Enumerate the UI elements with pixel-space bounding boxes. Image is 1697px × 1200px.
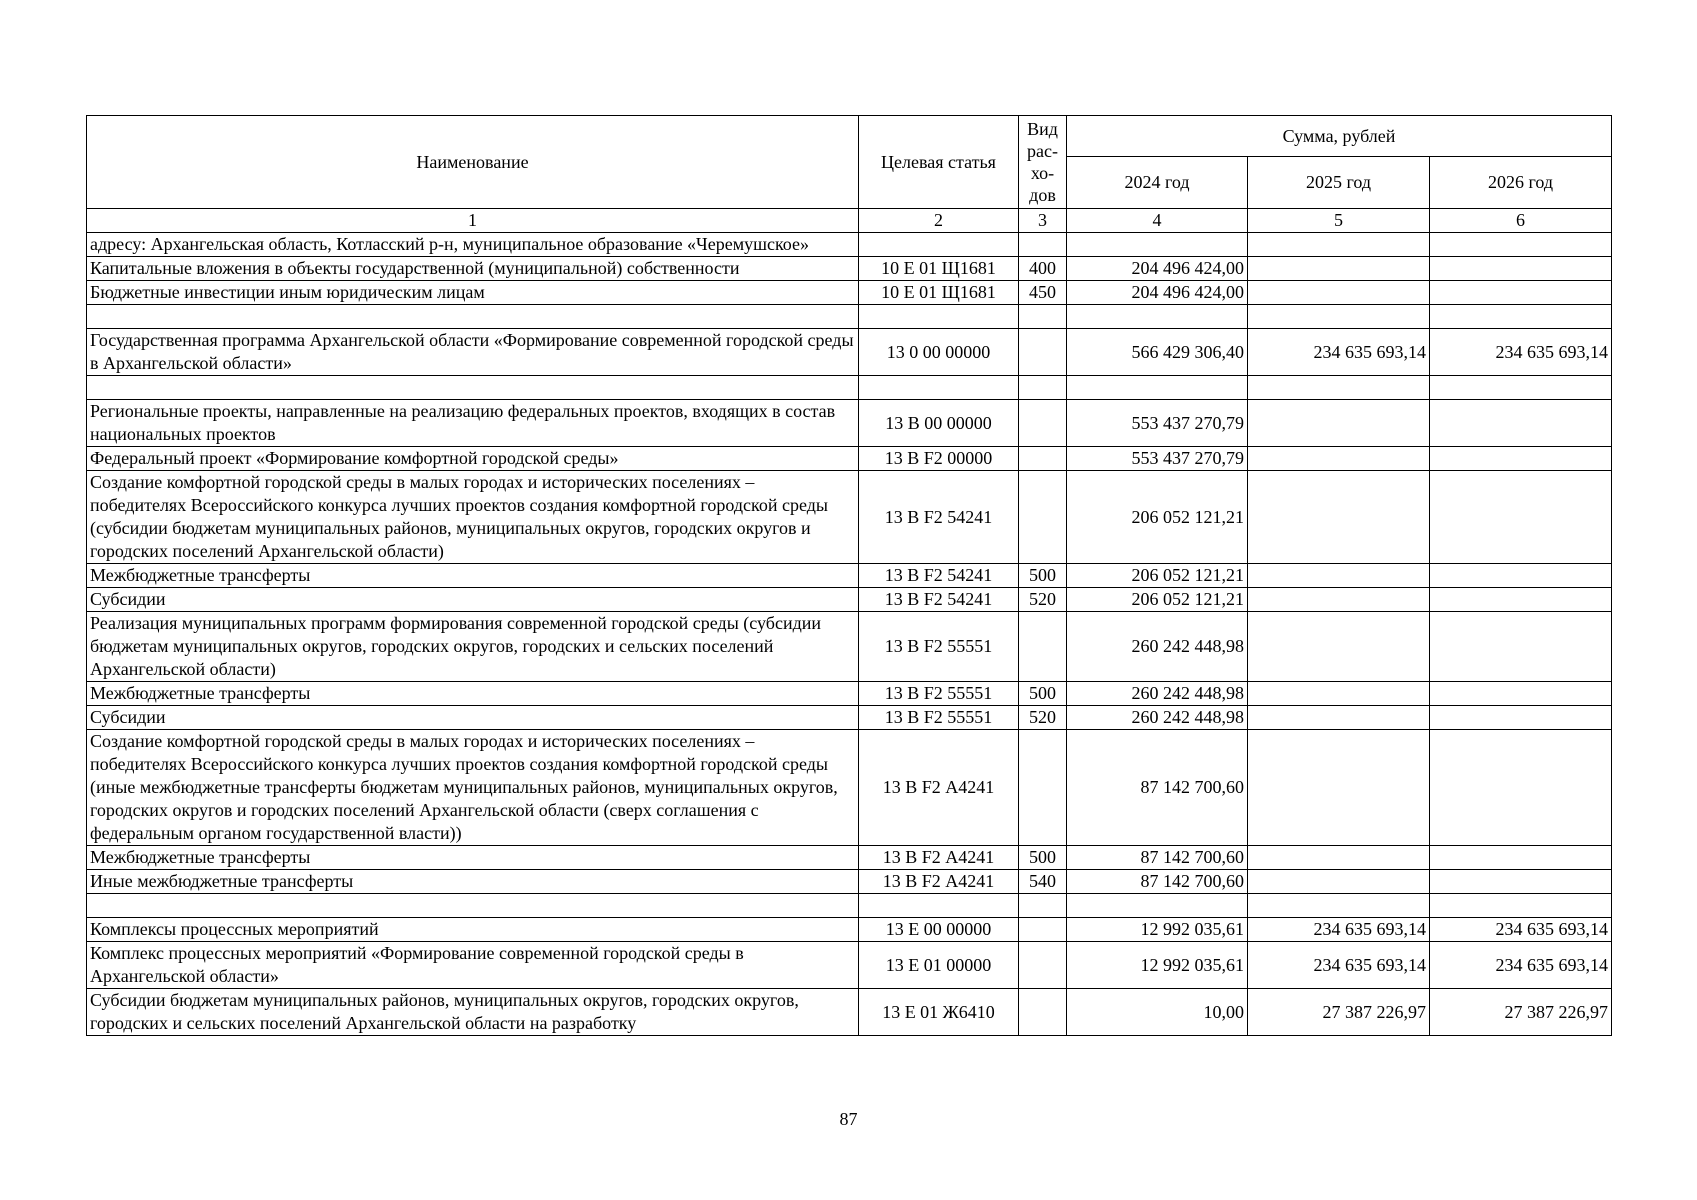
row-sum-2026 — [1430, 706, 1612, 730]
row-sum-2024: 204 496 424,00 — [1067, 257, 1248, 281]
row-sum-2026 — [1430, 894, 1612, 918]
table-row — [87, 257, 1612, 281]
table-row — [87, 942, 1612, 989]
row-name: Бюджетные инвестиции иным юридическим лицам — [87, 281, 859, 305]
table-row — [87, 894, 1612, 918]
row-expense-type: 500 — [1019, 846, 1067, 870]
row-name: Межбюджетные трансферты — [87, 846, 859, 870]
row-name: Субсидии бюджетам муниципальных районов, муниципальных округов, городских округов, городских и сельских поселений Архангельской области на разработку — [87, 989, 859, 1036]
header-year-2024: 2024 год — [1067, 157, 1248, 209]
row-sum-2025 — [1248, 471, 1430, 564]
table-row — [87, 329, 1612, 376]
table-row — [87, 918, 1612, 942]
row-expense-type — [1019, 989, 1067, 1036]
row-sum-2024: 206 052 121,21 — [1067, 588, 1248, 612]
row-target-article: 13 В F2 А4241 — [859, 870, 1019, 894]
row-sum-2025 — [1248, 447, 1430, 471]
table-row — [87, 305, 1612, 329]
row-sum-2025 — [1248, 376, 1430, 400]
row-target-article — [859, 233, 1019, 257]
column-index-row — [87, 209, 1612, 233]
row-expense-type: 500 — [1019, 564, 1067, 588]
row-sum-2025 — [1248, 400, 1430, 447]
row-sum-2025 — [1248, 564, 1430, 588]
table-row — [87, 233, 1612, 257]
row-expense-type: 520 — [1019, 588, 1067, 612]
row-name: Создание комфортной городской среды в малых городах и исторических поселениях – победителях Всероссийского конкурса лучших проектов создания комфортной городской среды (иные межбюджетные трансферты бюджетам муниципальных районов, муниципальных округов, городских округов и городских поселений Архангельской области (сверх соглашения с федеральным органом государственной власти)) — [87, 730, 859, 846]
table-row — [87, 447, 1612, 471]
row-sum-2026 — [1430, 612, 1612, 682]
row-name: Субсидии — [87, 706, 859, 730]
row-name: Межбюджетные трансферты — [87, 564, 859, 588]
column-index: 4 — [1067, 209, 1248, 233]
row-sum-2024: 87 142 700,60 — [1067, 730, 1248, 846]
row-expense-type — [1019, 447, 1067, 471]
table-row — [87, 471, 1612, 564]
row-target-article: 13 В F2 55551 — [859, 706, 1019, 730]
row-sum-2026 — [1430, 471, 1612, 564]
header-sum: Сумма, рублей — [1067, 116, 1612, 157]
row-sum-2025 — [1248, 588, 1430, 612]
row-sum-2024: 10,00 — [1067, 989, 1248, 1036]
row-sum-2025 — [1248, 233, 1430, 257]
row-sum-2025 — [1248, 305, 1430, 329]
table-body — [87, 233, 1612, 1036]
row-name: Федеральный проект «Формирование комфортной городской среды» — [87, 447, 859, 471]
row-name: Создание комфортной городской среды в малых городах и исторических поселениях – победителях Всероссийского конкурса лучших проектов создания комфортной городской среды (субсидии бюджетам муниципальных районов, муниципальных округов, городских округов и городских поселений Архангельской области) — [87, 471, 859, 564]
row-sum-2024 — [1067, 233, 1248, 257]
row-sum-2026: 234 635 693,14 — [1430, 918, 1612, 942]
header-name: Наименование — [87, 116, 859, 209]
column-index: 6 — [1430, 209, 1612, 233]
row-target-article: 10 Е 01 Щ1681 — [859, 281, 1019, 305]
table-row — [87, 400, 1612, 447]
row-expense-type — [1019, 329, 1067, 376]
row-target-article — [859, 305, 1019, 329]
header-target-article: Целевая статья — [859, 116, 1019, 209]
row-sum-2025 — [1248, 281, 1430, 305]
row-name: Комплекс процессных мероприятий «Формирование современной городской среды в Архангельской области» — [87, 942, 859, 989]
row-name — [87, 376, 859, 400]
table-row — [87, 564, 1612, 588]
row-name — [87, 894, 859, 918]
row-sum-2024: 12 992 035,61 — [1067, 942, 1248, 989]
row-name: Комплексы процессных мероприятий — [87, 918, 859, 942]
row-sum-2026 — [1430, 257, 1612, 281]
row-target-article: 13 Е 00 00000 — [859, 918, 1019, 942]
row-sum-2024: 553 437 270,79 — [1067, 400, 1248, 447]
row-sum-2024: 553 437 270,79 — [1067, 447, 1248, 471]
row-expense-type — [1019, 233, 1067, 257]
row-expense-type — [1019, 942, 1067, 989]
row-expense-type — [1019, 471, 1067, 564]
row-sum-2026 — [1430, 400, 1612, 447]
table-row — [87, 682, 1612, 706]
row-sum-2024 — [1067, 305, 1248, 329]
row-target-article: 13 Е 01 Ж6410 — [859, 989, 1019, 1036]
column-index: 2 — [859, 209, 1019, 233]
column-index: 1 — [87, 209, 859, 233]
table-row — [87, 612, 1612, 682]
budget-table — [86, 115, 1612, 1036]
row-target-article: 13 В F2 54241 — [859, 588, 1019, 612]
row-sum-2026 — [1430, 588, 1612, 612]
row-target-article: 13 В F2 55551 — [859, 682, 1019, 706]
row-sum-2024: 260 242 448,98 — [1067, 682, 1248, 706]
row-expense-type — [1019, 376, 1067, 400]
row-name: Реализация муниципальных программ формирования современной городской среды (субсидии бюджетам муниципальных округов, городских округов, городских и сельских поселений Архангельской области) — [87, 612, 859, 682]
row-sum-2026 — [1430, 870, 1612, 894]
table-row — [87, 846, 1612, 870]
row-sum-2024: 204 496 424,00 — [1067, 281, 1248, 305]
row-sum-2026 — [1430, 846, 1612, 870]
row-sum-2024: 12 992 035,61 — [1067, 918, 1248, 942]
row-target-article: 13 В F2 55551 — [859, 612, 1019, 682]
row-sum-2026 — [1430, 281, 1612, 305]
table-row — [87, 376, 1612, 400]
row-expense-type: 450 — [1019, 281, 1067, 305]
row-sum-2024 — [1067, 376, 1248, 400]
row-sum-2026 — [1430, 305, 1612, 329]
row-target-article: 13 В 00 00000 — [859, 400, 1019, 447]
row-name: Иные межбюджетные трансферты — [87, 870, 859, 894]
row-sum-2026 — [1430, 233, 1612, 257]
row-sum-2024: 260 242 448,98 — [1067, 706, 1248, 730]
table-row — [87, 706, 1612, 730]
row-sum-2026 — [1430, 447, 1612, 471]
row-sum-2025: 234 635 693,14 — [1248, 942, 1430, 989]
row-expense-type — [1019, 305, 1067, 329]
row-target-article: 10 Е 01 Щ1681 — [859, 257, 1019, 281]
row-sum-2025: 27 387 226,97 — [1248, 989, 1430, 1036]
row-name: адресу: Архангельская область, Котласский р-н, муниципальное образование «Черемушское» — [87, 233, 859, 257]
row-sum-2025 — [1248, 257, 1430, 281]
row-target-article — [859, 376, 1019, 400]
row-expense-type: 540 — [1019, 870, 1067, 894]
table-row — [87, 870, 1612, 894]
row-expense-type — [1019, 400, 1067, 447]
row-sum-2024: 566 429 306,40 — [1067, 329, 1248, 376]
row-sum-2026: 27 387 226,97 — [1430, 989, 1612, 1036]
row-sum-2026: 234 635 693,14 — [1430, 942, 1612, 989]
row-sum-2025 — [1248, 870, 1430, 894]
row-name: Региональные проекты, направленные на реализацию федеральных проектов, входящих в состав национальных проектов — [87, 400, 859, 447]
table-row — [87, 730, 1612, 846]
row-name — [87, 305, 859, 329]
row-sum-2026 — [1430, 730, 1612, 846]
row-sum-2024 — [1067, 894, 1248, 918]
row-sum-2025 — [1248, 730, 1430, 846]
column-index: 3 — [1019, 209, 1067, 233]
row-expense-type — [1019, 894, 1067, 918]
row-sum-2025 — [1248, 894, 1430, 918]
row-name: Межбюджетные трансферты — [87, 682, 859, 706]
column-index: 5 — [1248, 209, 1430, 233]
table-row — [87, 281, 1612, 305]
header-year-2025: 2025 год — [1248, 157, 1430, 209]
table-row — [87, 989, 1612, 1036]
row-target-article: 13 Е 01 00000 — [859, 942, 1019, 989]
row-expense-type: 400 — [1019, 257, 1067, 281]
row-sum-2025 — [1248, 706, 1430, 730]
row-sum-2026: 234 635 693,14 — [1430, 329, 1612, 376]
row-target-article: 13 В F2 54241 — [859, 471, 1019, 564]
header-expense-type: Вид рас-хо-дов — [1019, 116, 1067, 209]
row-target-article — [859, 894, 1019, 918]
row-target-article: 13 В F2 А4241 — [859, 730, 1019, 846]
row-expense-type: 500 — [1019, 682, 1067, 706]
row-target-article: 13 0 00 00000 — [859, 329, 1019, 376]
row-sum-2025: 234 635 693,14 — [1248, 329, 1430, 376]
row-name: Капитальные вложения в объекты государственной (муниципальной) собственности — [87, 257, 859, 281]
header-year-2026: 2026 год — [1430, 157, 1612, 209]
row-sum-2025 — [1248, 846, 1430, 870]
row-sum-2024: 206 052 121,21 — [1067, 564, 1248, 588]
row-expense-type — [1019, 612, 1067, 682]
page-number: 87 — [839, 1109, 858, 1129]
row-sum-2026 — [1430, 682, 1612, 706]
row-sum-2026 — [1430, 564, 1612, 588]
row-sum-2024: 87 142 700,60 — [1067, 870, 1248, 894]
row-expense-type — [1019, 730, 1067, 846]
row-sum-2025 — [1248, 682, 1430, 706]
row-target-article: 13 В F2 54241 — [859, 564, 1019, 588]
row-sum-2026 — [1430, 376, 1612, 400]
row-sum-2024: 206 052 121,21 — [1067, 471, 1248, 564]
row-sum-2024: 87 142 700,60 — [1067, 846, 1248, 870]
row-target-article: 13 В F2 А4241 — [859, 846, 1019, 870]
row-target-article: 13 В F2 00000 — [859, 447, 1019, 471]
row-expense-type: 520 — [1019, 706, 1067, 730]
row-name: Государственная программа Архангельской области «Формирование современной городской среды в Архангельской области» — [87, 329, 859, 376]
row-sum-2025 — [1248, 612, 1430, 682]
row-name: Субсидии — [87, 588, 859, 612]
row-expense-type — [1019, 918, 1067, 942]
row-sum-2025: 234 635 693,14 — [1248, 918, 1430, 942]
row-sum-2024: 260 242 448,98 — [1067, 612, 1248, 682]
table-row — [87, 588, 1612, 612]
